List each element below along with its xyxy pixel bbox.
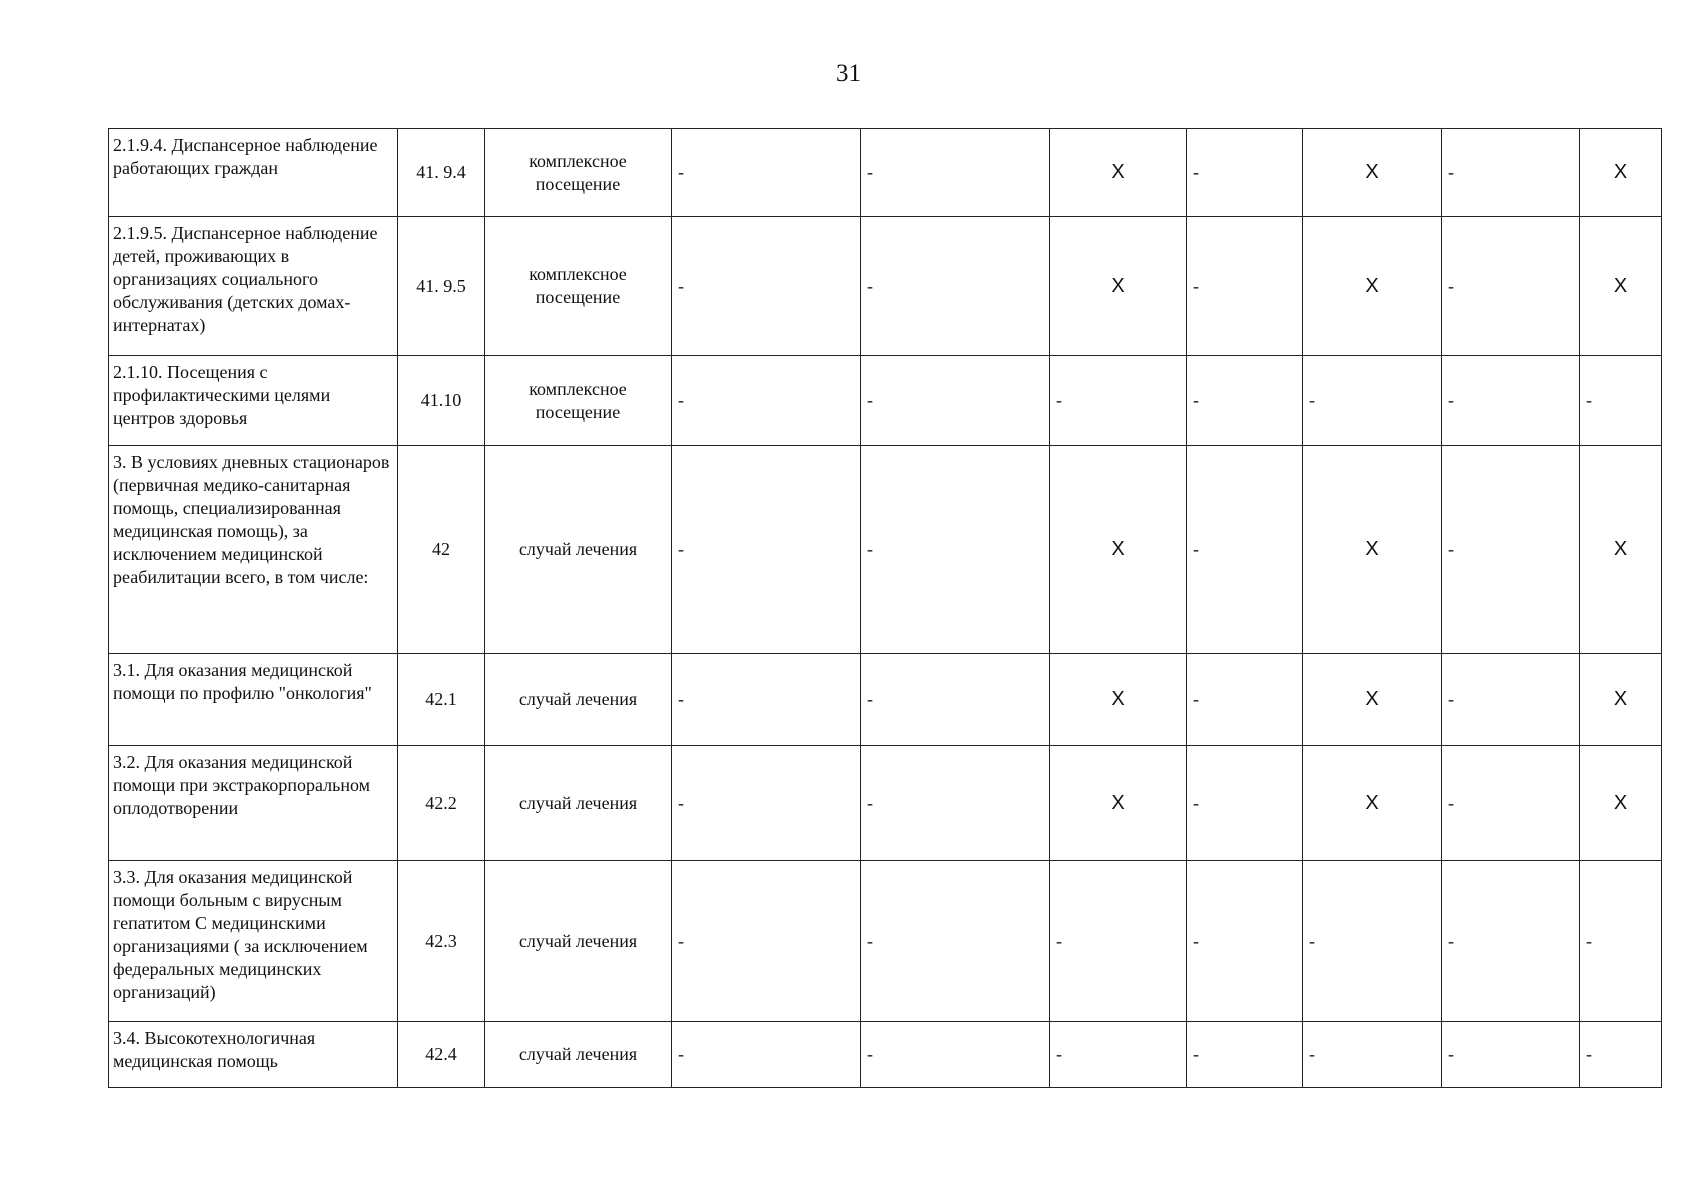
value-cell: -: [672, 217, 861, 356]
row-unit: случай лечения: [485, 861, 672, 1022]
value-cell: X: [1580, 129, 1662, 217]
row-code: 41. 9.4: [398, 129, 485, 217]
row-code: 42.1: [398, 654, 485, 746]
value-cell: X: [1050, 129, 1187, 217]
row-name: 2.1.9.4. Диспансерное наблюдение работающих граждан: [109, 129, 398, 217]
value-cell: -: [1187, 356, 1303, 446]
row-code: 41. 9.5: [398, 217, 485, 356]
value-cell: -: [861, 746, 1050, 861]
value-cell: X: [1303, 446, 1442, 654]
table-row: [109, 446, 1662, 654]
table-row: [109, 654, 1662, 746]
row-name: 2.1.9.5. Диспансерное наблюдение детей, проживающих в организациях социального обслуживания (детских домах- интернатах): [109, 217, 398, 356]
row-unit: комплексное посещение: [485, 129, 672, 217]
value-cell: X: [1050, 217, 1187, 356]
table-row: [109, 356, 1662, 446]
value-cell: -: [861, 654, 1050, 746]
row-name: 3. В условиях дневных стационаров (первичная медико-санитарная помощь, специализированная медицинская помощь), за исключением медицинской реабилитации всего, в том числе:: [109, 446, 398, 654]
value-cell: -: [861, 446, 1050, 654]
value-cell: -: [1580, 1022, 1662, 1088]
value-cell: X: [1303, 654, 1442, 746]
row-name: 3.1. Для оказания медицинской помощи по профилю "онкология": [109, 654, 398, 746]
value-cell: -: [1580, 861, 1662, 1022]
value-cell: -: [1050, 1022, 1187, 1088]
value-cell: X: [1580, 654, 1662, 746]
value-cell: -: [672, 446, 861, 654]
value-cell: -: [1442, 746, 1580, 861]
value-cell: -: [1187, 129, 1303, 217]
value-cell: -: [672, 746, 861, 861]
value-cell: -: [861, 129, 1050, 217]
value-cell: X: [1580, 746, 1662, 861]
value-cell: -: [1442, 356, 1580, 446]
value-cell: -: [861, 217, 1050, 356]
row-unit: случай лечения: [485, 746, 672, 861]
table-row: [109, 861, 1662, 1022]
value-cell: X: [1580, 446, 1662, 654]
value-cell: X: [1050, 654, 1187, 746]
value-cell: X: [1303, 746, 1442, 861]
value-cell: -: [861, 861, 1050, 1022]
value-cell: -: [1187, 1022, 1303, 1088]
value-cell: -: [672, 129, 861, 217]
row-unit: случай лечения: [485, 654, 672, 746]
value-cell: -: [1187, 746, 1303, 861]
value-cell: -: [672, 356, 861, 446]
value-cell: X: [1303, 129, 1442, 217]
page-number: 31: [836, 60, 861, 87]
value-cell: -: [861, 1022, 1050, 1088]
value-cell: -: [1187, 446, 1303, 654]
value-cell: -: [1442, 1022, 1580, 1088]
row-code: 42.4: [398, 1022, 485, 1088]
value-cell: X: [1050, 746, 1187, 861]
value-cell: X: [1580, 217, 1662, 356]
table-row: [109, 129, 1662, 217]
value-cell: -: [1187, 654, 1303, 746]
row-code: 41.10: [398, 356, 485, 446]
row-unit: случай лечения: [485, 446, 672, 654]
value-cell: -: [672, 654, 861, 746]
row-code: 42.2: [398, 746, 485, 861]
value-cell: -: [1442, 861, 1580, 1022]
row-unit: случай лечения: [485, 1022, 672, 1088]
value-cell: -: [1303, 861, 1442, 1022]
row-name: 2.1.10. Посещения с профилактическими целями центров здоровья: [109, 356, 398, 446]
row-code: 42: [398, 446, 485, 654]
value-cell: -: [1580, 356, 1662, 446]
value-cell: -: [1303, 1022, 1442, 1088]
table-row: [109, 1022, 1662, 1088]
row-unit: комплексное посещение: [485, 217, 672, 356]
value-cell: X: [1303, 217, 1442, 356]
value-cell: -: [1442, 446, 1580, 654]
value-cell: -: [1187, 217, 1303, 356]
table-row: [109, 217, 1662, 356]
value-cell: -: [861, 356, 1050, 446]
value-cell: -: [672, 861, 861, 1022]
table-row: [109, 746, 1662, 861]
value-cell: -: [1050, 356, 1187, 446]
row-name: 3.2. Для оказания медицинской помощи при экстракорпоральном оплодотворении: [109, 746, 398, 861]
value-cell: X: [1050, 446, 1187, 654]
value-cell: -: [1442, 654, 1580, 746]
value-cell: -: [672, 1022, 861, 1088]
value-cell: -: [1442, 129, 1580, 217]
volume-table: [108, 128, 1662, 1088]
row-code: 42.3: [398, 861, 485, 1022]
row-name: 3.4. Высокотехнологичная медицинская помощь: [109, 1022, 398, 1088]
row-unit: комплексное посещение: [485, 356, 672, 446]
value-cell: -: [1187, 861, 1303, 1022]
value-cell: -: [1050, 861, 1187, 1022]
row-name: 3.3. Для оказания медицинской помощи больным с вирусным гепатитом С медицинскими организациями ( за исключением федеральных медицинских организаций): [109, 861, 398, 1022]
value-cell: -: [1442, 217, 1580, 356]
value-cell: -: [1303, 356, 1442, 446]
